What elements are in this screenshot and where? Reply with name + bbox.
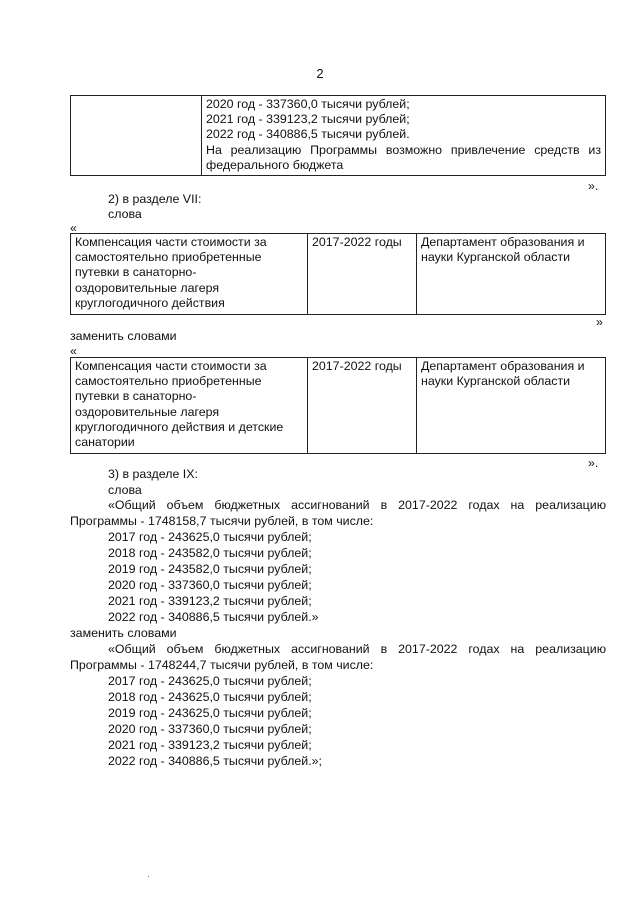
table3-col3-line: Департамент образования и bbox=[421, 359, 585, 373]
old-year-line: 2019 год - 243582,0 тысячи рублей; bbox=[108, 562, 312, 576]
page-number: 2 bbox=[316, 66, 324, 81]
section2-slova: слова bbox=[108, 207, 142, 221]
table3-col3 bbox=[417, 358, 606, 454]
new-year-line: 2020 год - 337360,0 тысячи рублей; bbox=[108, 722, 312, 736]
replace-label-2: заменить словами bbox=[70, 329, 177, 343]
table2-col1-line: круглогодичного действия bbox=[75, 295, 225, 310]
table2-col1-line: Компенсация части стоимости за bbox=[75, 235, 267, 249]
table3-col1-line: оздоровительные лагеря bbox=[75, 404, 220, 419]
funding-table-fragment bbox=[70, 95, 606, 176]
table1-content-cell bbox=[202, 96, 606, 176]
section2-heading: 2) в разделе VII: bbox=[108, 192, 202, 206]
old-paragraph-line1: «Общий объем бюджетных ассигнований в 2017-2022 годах на реализацию bbox=[108, 498, 606, 512]
table1-line: 2021 год - 339123,2 тысячи рублей; bbox=[206, 112, 410, 127]
close-quote-2: » bbox=[596, 315, 603, 329]
open-quote-3: « bbox=[70, 344, 77, 358]
new-year-line: 2022 год - 340886,5 тысячи рублей.»; bbox=[108, 754, 322, 768]
table3-col1-line: самостоятельно приобретенные bbox=[75, 374, 262, 389]
new-paragraph-line2: Программы - 1748244,7 тысячи рублей, в том числе: bbox=[70, 658, 374, 672]
close-quote-3: ». bbox=[588, 456, 599, 470]
table2-col1 bbox=[71, 234, 308, 315]
scan-dot bbox=[148, 876, 149, 877]
table3-period: 2017-2022 годы bbox=[312, 359, 402, 373]
old-year-line: 2018 год - 243582,0 тысячи рублей; bbox=[108, 546, 312, 560]
new-row-table bbox=[70, 357, 606, 454]
old-year-line: 2022 год - 340886,5 тысячи рублей.» bbox=[108, 610, 319, 624]
table1-para-line: На реализацию Программы возможно привлечение средств из bbox=[206, 142, 601, 157]
old-paragraph-line2: Программы - 1748158,7 тысячи рублей, в том числе: bbox=[70, 514, 374, 528]
table2-period: 2017-2022 годы bbox=[312, 235, 402, 249]
table3-col1-line: круглогодичного действия и детские bbox=[75, 419, 284, 434]
table3-col1-line: Компенсация части стоимости за bbox=[75, 359, 267, 373]
table2-col1-line: оздоровительные лагеря bbox=[75, 280, 220, 295]
old-row-table bbox=[70, 233, 606, 315]
old-year-line: 2017 год - 243625,0 тысячи рублей; bbox=[108, 530, 312, 544]
table2-col2 bbox=[308, 234, 417, 315]
table3-col1 bbox=[71, 358, 308, 454]
new-year-line: 2017 год - 243625,0 тысячи рублей; bbox=[108, 674, 312, 688]
open-quote-2: « bbox=[70, 221, 77, 235]
old-year-line: 2021 год - 339123,2 тысячи рублей; bbox=[108, 594, 312, 608]
table3-col2 bbox=[308, 358, 417, 454]
table2-col3-line: Департамент образования и bbox=[421, 235, 585, 249]
new-paragraph-line1: «Общий объем бюджетных ассигнований в 2017-2022 годах на реализацию bbox=[108, 642, 606, 656]
table2-col3-line: науки Курганской области bbox=[421, 250, 571, 265]
table3-col1-line: путевки в санаторно- bbox=[75, 389, 197, 404]
old-year-line: 2020 год - 337360,0 тысячи рублей; bbox=[108, 578, 312, 592]
new-year-line: 2021 год - 339123,2 тысячи рублей; bbox=[108, 738, 312, 752]
new-year-line: 2019 год - 243625,0 тысячи рублей; bbox=[108, 706, 312, 720]
table2-col1-line: самостоятельно приобретенные bbox=[75, 250, 262, 265]
section3-heading: 3) в разделе IX: bbox=[108, 467, 198, 481]
table1-para-line: федерального бюджета bbox=[206, 157, 344, 172]
table1-line: 2022 год - 340886,5 тысячи рублей. bbox=[206, 127, 410, 142]
table2-col1-line: путевки в санаторно- bbox=[75, 265, 197, 280]
table1-line: 2020 год - 337360,0 тысячи рублей; bbox=[206, 97, 410, 111]
table3-col1-line: санатории bbox=[75, 435, 135, 450]
new-year-line: 2018 год - 243625,0 тысячи рублей; bbox=[108, 690, 312, 704]
table1-empty-cell bbox=[71, 96, 202, 176]
replace-label-3: заменить словами bbox=[70, 626, 177, 640]
table2-col3 bbox=[417, 234, 606, 315]
table3-col3-line: науки Курганской области bbox=[421, 374, 571, 389]
close-quote-1: ». bbox=[588, 179, 599, 193]
section3-slova: слова bbox=[108, 483, 142, 497]
